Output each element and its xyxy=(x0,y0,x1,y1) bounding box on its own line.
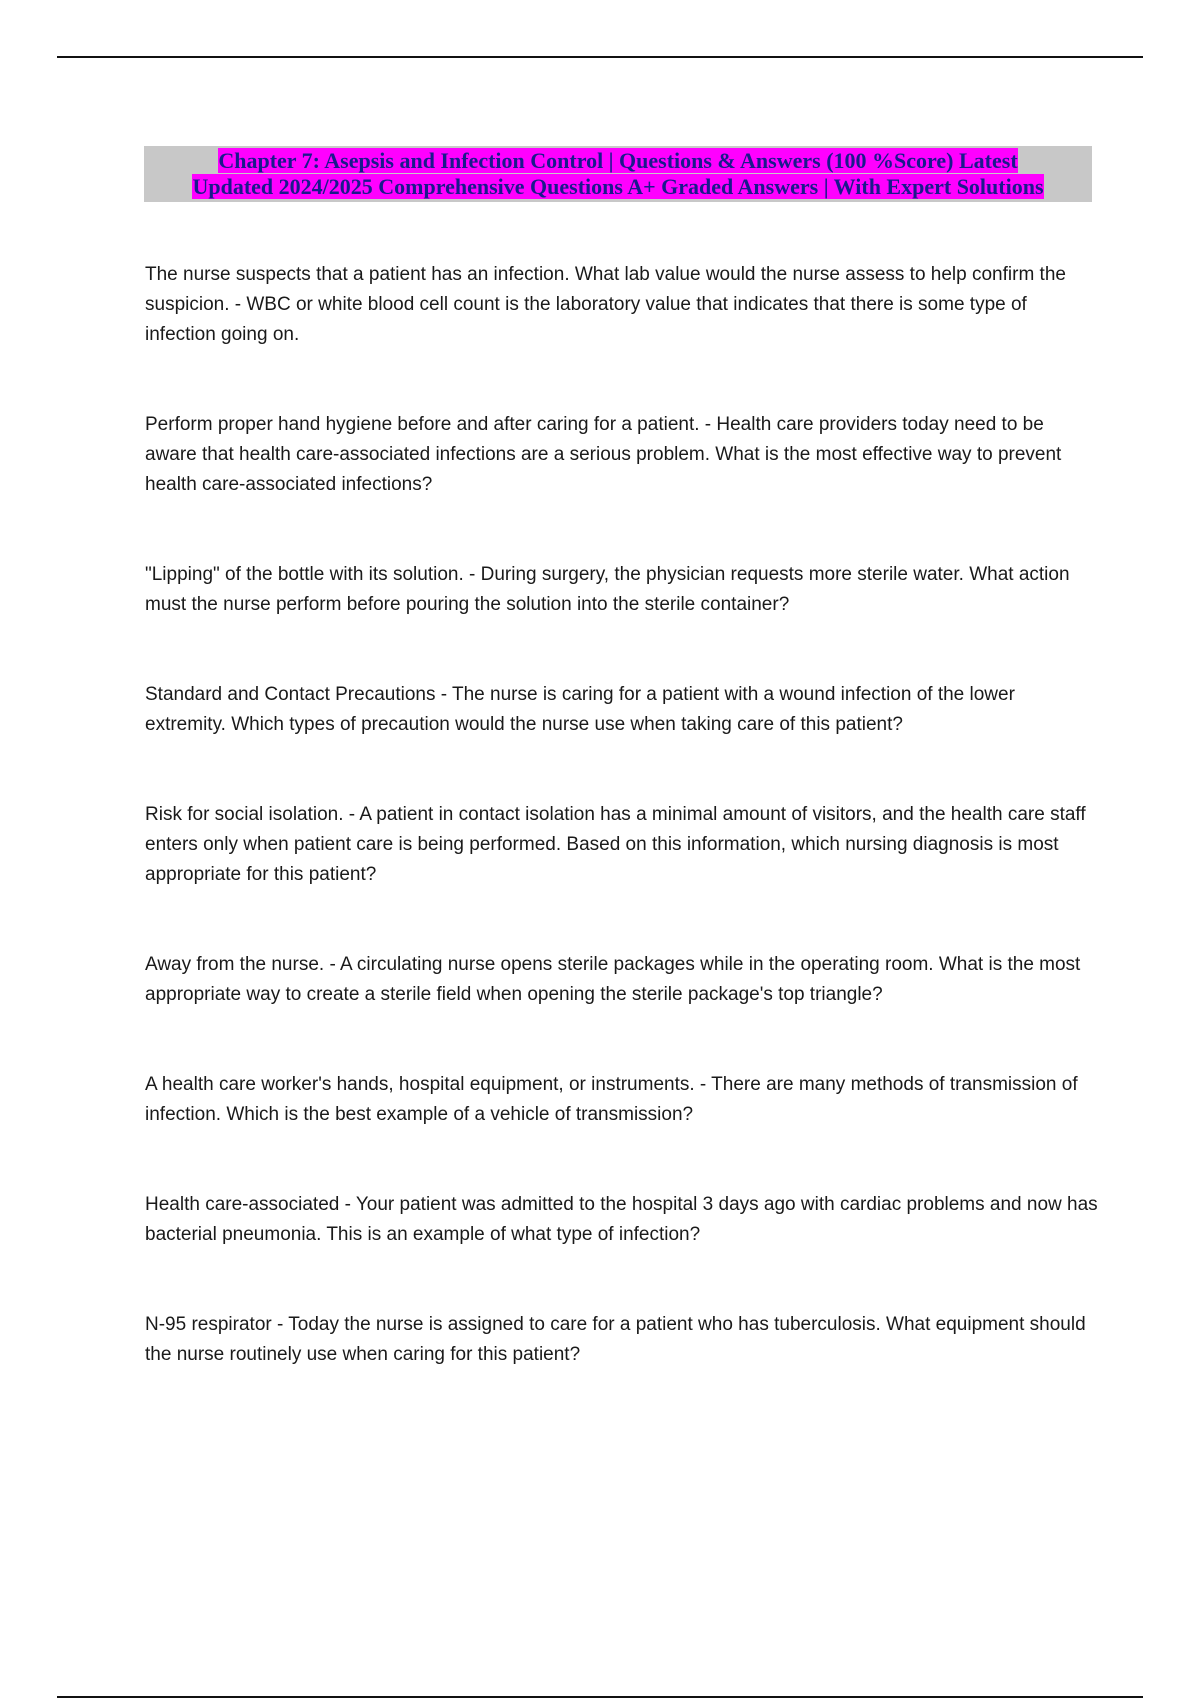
footer-rule xyxy=(57,1696,1143,1698)
header-rule xyxy=(57,56,1143,58)
qa-item-6: Away from the nurse. - A circulating nurse opens sterile packages while in the operating room. What is the most appropriate way to create a sterile field when opening the sterile package's top triangle? xyxy=(145,954,1081,1005)
qa-item-4: Standard and Contact Precautions - The nurse is caring for a patient with a wound infection of the lower extremity. Which types of precaution would the nurse use when taking care of this patient? xyxy=(145,684,1015,735)
qa-item-3: "Lipping" of the bottle with its solution. - During surgery, the physician requests more sterile water. What action must the nurse perform before pouring the solution into the sterile container? xyxy=(145,564,1070,615)
qa-item-9: N-95 respirator - Today the nurse is assigned to care for a patient who has tuberculosis. What equipment should the nurse routinely use when caring for this patient? xyxy=(145,1314,1086,1365)
qa-list xyxy=(145,260,1100,1370)
qa-item-2: Perform proper hand hygiene before and after caring for a patient. - Health care providers today need to be aware that health care-associated infections are a serious problem. What is the most effective way to prevent health care-associated infections? xyxy=(145,414,1062,495)
title-line-1: Chapter 7: Asepsis and Infection Control | Questions & Answers (100 %Score) Latest xyxy=(218,148,1018,173)
qa-item-8: Health care-associated - Your patient was admitted to the hospital 3 days ago with cardiac problems and now has bacterial pneumonia. This is an example of what type of infection? xyxy=(145,1194,1098,1245)
document-title xyxy=(144,146,1092,202)
qa-item-1: The nurse suspects that a patient has an infection. What lab value would the nurse assess to help confirm the suspicion. - WBC or white blood cell count is the laboratory value that indicates that there is some type of infection going on. xyxy=(145,264,1066,345)
qa-item-7: A health care worker's hands, hospital equipment, or instruments. - There are many methods of transmission of infection. Which is the best example of a vehicle of transmission? xyxy=(145,1074,1078,1125)
title-line-2: Updated 2024/2025 Comprehensive Questions A+ Graded Answers | With Expert Solutions xyxy=(192,174,1044,199)
qa-item-5: Risk for social isolation. - A patient in contact isolation has a minimal amount of visitors, and the health care staff enters only when patient care is being performed. Based on this information, which nursing diagnosis is most appropriate for this patient? xyxy=(145,804,1086,885)
